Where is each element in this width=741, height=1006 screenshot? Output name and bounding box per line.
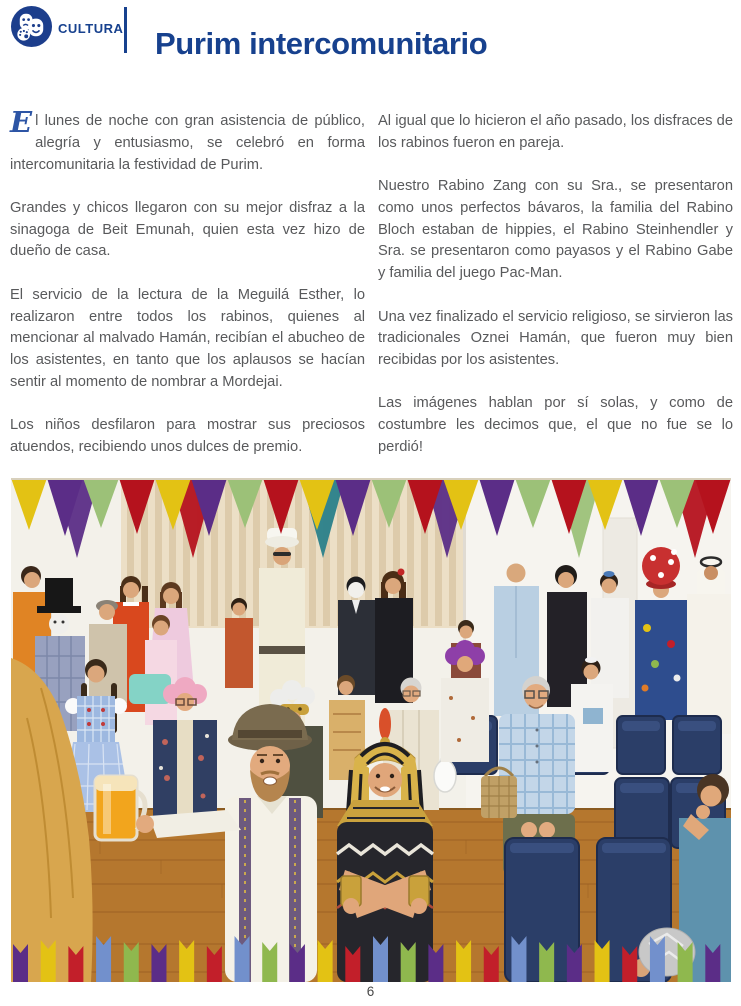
page-title: Purim intercomunitario (155, 26, 488, 61)
paragraph: El lunes de noche con gran asistencia de público, alegría y entusiasmo, se celebró en forma intercomunitaria la festividad de Purim. (10, 105, 365, 173)
paragraph: Al igual que lo hicieron el año pasado, los disfraces de los rabinos fueron en pareja. (378, 113, 733, 151)
paragraph: Grandes y chicos llegaron con su mejor disfraz a la sinagoga de Beit Emunah, quien esta vez hizo de dueño de casa. (10, 199, 365, 260)
page-number: 6 (366, 984, 375, 999)
article-column-left (10, 105, 365, 480)
article-column-right (378, 111, 733, 480)
purim-celebration-photo (11, 478, 731, 982)
person-purple-wig-woman (441, 640, 489, 762)
drop-cap: E (10, 105, 33, 139)
section-label: CULTURA (58, 21, 124, 36)
theater-masks-icon (10, 5, 53, 48)
header-divider (124, 7, 127, 53)
beer-mug (95, 776, 145, 840)
paragraph: Los niños desfilaron para mostrar sus preciosos atuendos, recibiendo unos dulces de premio. (10, 417, 365, 456)
page-footer (0, 984, 741, 999)
paragraph: Las imágenes hablan por sí solas, y como de costumbre les decimos que, el que no fue se lo perdió! (378, 395, 733, 456)
photo-scene (11, 478, 731, 982)
article-body (10, 105, 733, 480)
paragraph: Una vez finalizado el servicio religioso, se sirvieron las tradicionales Oznei Hamán, que fueron muy bien recibidas por los asistentes. (378, 308, 733, 369)
paragraph: El servicio de la lectura de la Meguilá Esther, lo realizaron entre todos los rabinos, quienes al mencionar al malvado Hamán, recibían el abucheo de los asistentes, en tanto que los aplausos se hacían sentir al momento de nombrar a Mordejai. (10, 286, 365, 390)
culture-section-badge (10, 5, 53, 48)
paragraph: Nuestro Rabino Zang con su Sra., se presentaron como unos perfectos bávaros, la familia del Rabino Bloch estaban de hippies, el Rabino Steinhendler y Sra. se presentaron como payasos y el Rabino Gabe y familia del juego Pac-Man. (378, 178, 733, 282)
